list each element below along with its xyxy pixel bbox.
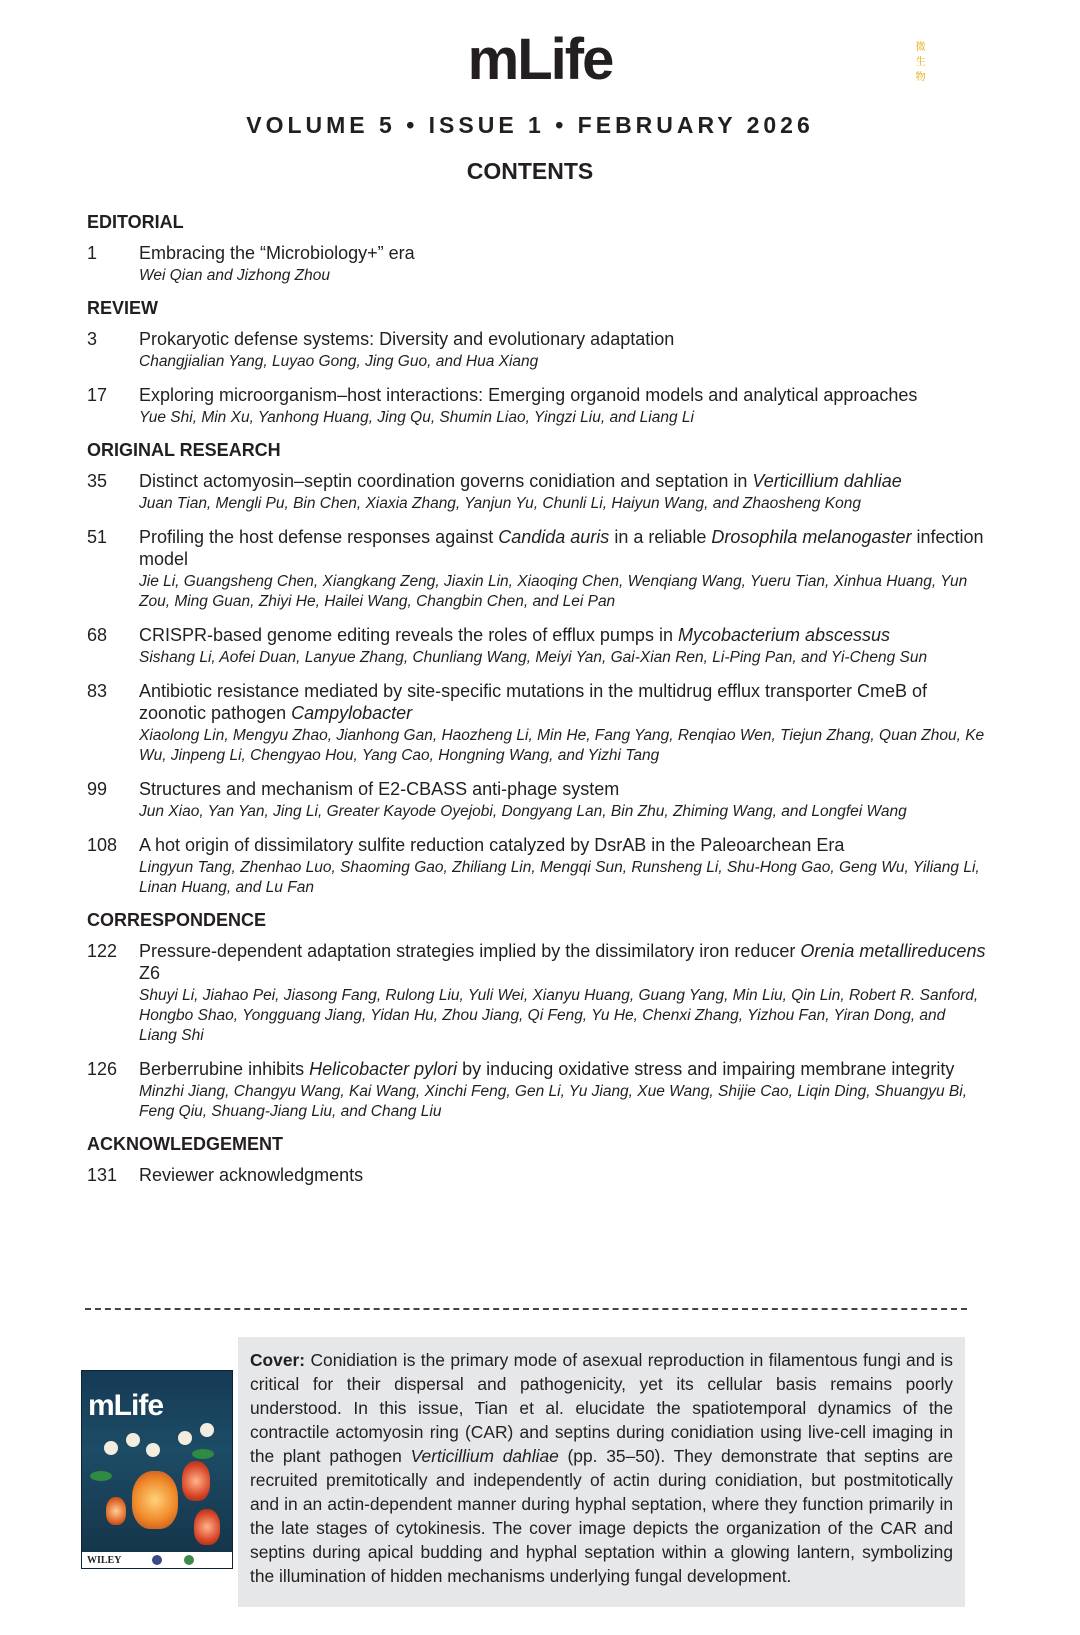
section-heading: ACKNOWLEDGEMENT (87, 1134, 283, 1154)
article-title (139, 470, 987, 492)
title-run: Campylobacter (291, 703, 413, 723)
title-run: in a reliable (609, 527, 712, 547)
toc-entry[interactable] (87, 834, 987, 898)
article-authors: Xiaolong Lin, Mengyu Zhao, Jianhong Gan, Haozheng Li, Min He, Fang Yang, Renqiao Wen, Tiejun Zhang, Quan Zhou, Ke Wu, Jinpeng Li, Chengyao Hou, Yang Cao, Hongning Wang, and Yizhi Tang (139, 727, 985, 764)
toc-entry[interactable] (87, 242, 987, 286)
article-authors: Jie Li, Guangsheng Chen, Xiangkang Zeng, Jiaxin Lin, Xiaoqing Chen, Wenqiang Wang, Yueru Tian, Xinhua Huang, Yun Zou, Ming Guan, Zhiyi He, Hailei Wang, Changbin Chen, and Lei Pan (139, 573, 968, 610)
article-authors: Minzhi Jiang, Changyu Wang, Kai Wang, Xinchi Feng, Gen Li, Yu Jiang, Xue Wang, Shijie Cao, Liqin Ding, Shuangyu Bi, Feng Qiu, Shuang-Jiang Liu, and Chang Liu (139, 1083, 968, 1120)
page-number: 35 (87, 471, 108, 491)
toc-section (87, 1134, 987, 1186)
title-run: Antibiotic resistance mediated by site-specific mutations in the multidrug efflux transporter CmeB of zoonotic pathogen (139, 681, 928, 723)
title-run: Prokaryotic defense systems: Diversity and evolutionary adaptation (139, 329, 675, 349)
title-run: CRISPR-based genome editing reveals the roles of efflux pumps in (139, 625, 678, 645)
page-number: 122 (87, 941, 118, 961)
toc-entry[interactable] (87, 470, 987, 514)
article-authors: Juan Tian, Mengli Pu, Bin Chen, Xiaxia Zhang, Yanjun Yu, Chunli Li, Haiyun Wang, and Zhaosheng Kong (139, 495, 861, 512)
page-number: 108 (87, 835, 118, 855)
title-run: Exploring microorganism–host interactions: Emerging organoid models and analytical approaches (139, 385, 918, 405)
article-authors: Shuyi Li, Jiahao Pei, Jiasong Fang, Rulong Liu, Yuli Wei, Xianyu Huang, Guang Yang, Min Liu, Qin Lin, Robert R. Sanford, Hongbo Shao, Yongguang Jiang, Yidan Hu, Zhou Jiang, Qi Feng, Yu He, Chenxi Zhang, Yizhou Fan, Yiran Dong, and Liang Shi (139, 987, 979, 1044)
title-run: Candida auris (498, 527, 610, 547)
toc-entry[interactable] (87, 778, 987, 822)
cover-text-run: Conidiation is the primary mode of asexual reproduction in filamentous fungi and is critical for their dispersal and pathogenicity, yet its cellular basis remains poorly understood. In this issue, Tian et al. elucidate the spatiotemporal dynamics of the contractile actomyosin ring (CAR) and septins during conidiation using live-cell imaging in the plant pathogen (250, 1350, 953, 1466)
page-number: 68 (87, 625, 108, 645)
cover-thumbnail (81, 1370, 233, 1569)
article-authors: Changjialian Yang, Luyao Gong, Jing Guo, and Hua Xiang (139, 353, 539, 370)
toc-entry[interactable] (87, 1164, 987, 1186)
cover-description-box (238, 1337, 965, 1607)
article-title (139, 242, 987, 264)
title-run: Reviewer acknowledgments (139, 1165, 364, 1185)
title-run: Orenia metallireducens (800, 941, 986, 961)
table-of-contents (87, 212, 987, 1198)
toc-entry[interactable] (87, 624, 987, 668)
title-run: Z6 (139, 963, 161, 983)
cover-description (250, 1348, 953, 1588)
article-title (139, 526, 987, 570)
cover-text-run: (pp. 35–50). They demonstrate that septins are recruited premitotically and independently of actin during conidiation, but postmitotically and in an actin-dependent manner during hyphal septation, where they function primarily in the late stages of cytokinesis. The cover image depicts the organization of the CAR and septins during apical budding and hyphal septation within a glowing lantern, symbolizing the illumination of hidden mechanisms underlying fungal development. (250, 1446, 954, 1586)
title-run: Verticillium dahliae (752, 471, 902, 491)
article-title (139, 834, 987, 856)
article-authors: Lingyun Tang, Zhenhao Luo, Shaoming Gao, Zhiliang Lin, Mengqi Sun, Runsheng Li, Shu-Hong Gao, Geng Wu, Yiliang Li, Linan Huang, and Lu Fan (139, 859, 980, 896)
toc-section (87, 440, 987, 898)
toc-entry[interactable] (87, 384, 987, 428)
contents-title: CONTENTS (466, 158, 594, 184)
page-number: 126 (87, 1059, 118, 1079)
cover-thumb-publisher: WILEY (87, 1555, 122, 1566)
page-number: 3 (87, 329, 98, 349)
article-title (139, 778, 987, 800)
dashed-divider (85, 1308, 967, 1310)
title-run: Structures and mechanism of E2-CBASS anti-phage system (139, 779, 620, 799)
title-run: Drosophila melanogaster (711, 527, 912, 547)
article-title (139, 384, 987, 406)
journal-logo (0, 27, 1080, 92)
page-number: 17 (87, 385, 108, 405)
title-run: Pressure-dependent adaptation strategies implied by the dissimilatory iron reducer (139, 941, 801, 961)
title-run: infection model (139, 527, 984, 569)
page-number: 1 (87, 243, 98, 263)
article-title (139, 680, 987, 724)
article-title (139, 328, 987, 350)
title-run: Profiling the host defense responses against (139, 527, 499, 547)
cover-text-run: Verticillium dahliae (410, 1446, 559, 1466)
title-run: Embracing the “Microbiology+” era (139, 243, 415, 263)
section-heading: CORRESPONDENCE (87, 910, 267, 930)
page-number: 131 (87, 1165, 118, 1185)
section-heading: REVIEW (87, 298, 159, 318)
page-number: 83 (87, 681, 108, 701)
toc-section (87, 910, 987, 1122)
logo-text: mLife (467, 27, 613, 92)
cover-thumb-logo: mLife (88, 1389, 164, 1422)
title-run: by inducing oxidative stress and impairing membrane integrity (457, 1059, 955, 1079)
page-number: 99 (87, 779, 108, 799)
toc-section (87, 298, 987, 428)
cover-label: Cover: (250, 1350, 306, 1370)
toc-entry[interactable] (87, 526, 987, 612)
title-run: Helicobacter pylori (309, 1059, 458, 1079)
issue-line: VOLUME 5 • ISSUE 1 • FEBRUARY 2026 (246, 112, 814, 138)
toc-entry[interactable] (87, 940, 987, 1046)
title-run: Mycobacterium abscessus (677, 625, 891, 645)
article-title (139, 1058, 987, 1080)
article-title (139, 624, 987, 646)
article-authors: Sishang Li, Aofei Duan, Lanyue Zhang, Chunliang Wang, Meiyi Yan, Gai-Xian Ren, Li-Ping Pan, and Yi-Cheng Sun (139, 649, 928, 666)
article-authors: Yue Shi, Min Xu, Yanhong Huang, Jing Qu, Shumin Liao, Yingzi Liu, and Liang Li (139, 409, 694, 426)
title-run: A hot origin of dissimilatory sulfite reduction catalyzed by DsrAB in the Paleoarchean Era (139, 835, 845, 855)
article-authors: Wei Qian and Jizhong Zhou (139, 267, 330, 284)
logo-chinese-text: 微生物 (915, 42, 929, 83)
article-title (139, 940, 987, 984)
toc-section (87, 212, 987, 286)
title-run: Distinct actomyosin–septin coordination governs conidiation and septation in (139, 471, 753, 491)
toc-entry[interactable] (87, 328, 987, 372)
toc-entry[interactable] (87, 1058, 987, 1122)
title-run: Berberrubine inhibits (139, 1059, 310, 1079)
section-heading: ORIGINAL RESEARCH (87, 440, 281, 460)
page-number: 51 (87, 527, 108, 547)
article-authors: Jun Xiao, Yan Yan, Jing Li, Greater Kayode Oyejobi, Dongyang Lan, Bin Zhu, Zhiming Wang, and Longfei Wang (139, 803, 907, 820)
section-heading: EDITORIAL (87, 212, 184, 232)
article-title (139, 1164, 987, 1186)
toc-entry[interactable] (87, 680, 987, 766)
